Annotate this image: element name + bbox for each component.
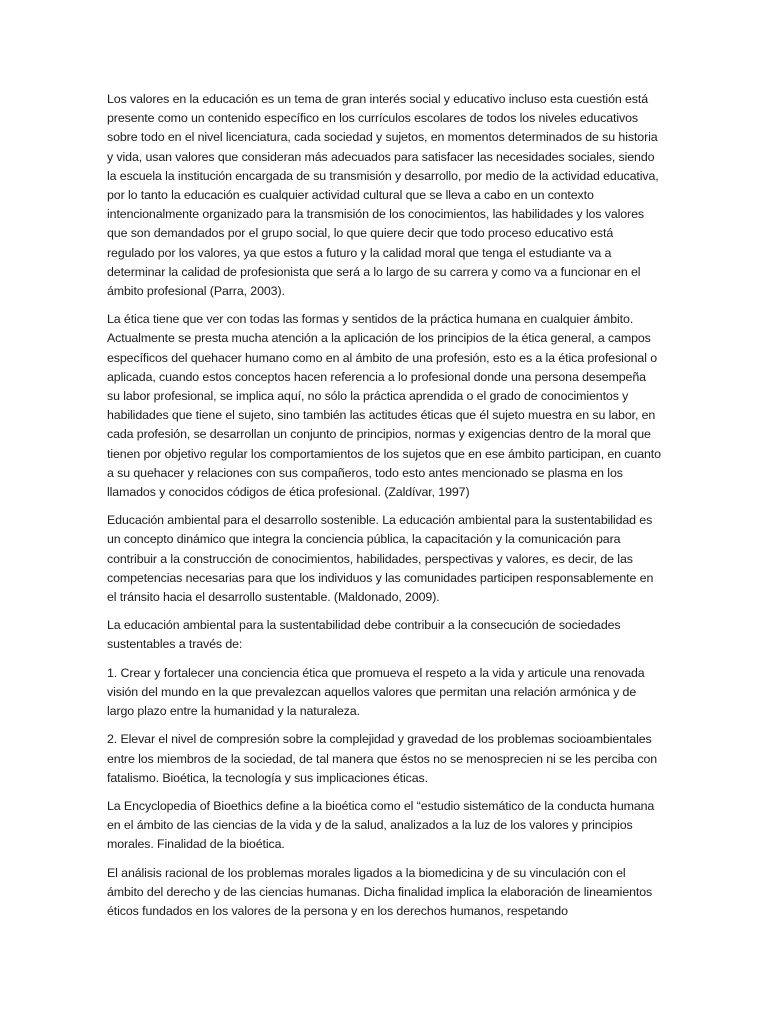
paragraph-environmental-education: Educación ambiental para el desarrollo sostenible. La educación ambiental para la sustentabilidad es un concepto dinámico que integra la conciencia pública, la capacitación y la comunicación para contribuir a la construcción de conocimientos, habilidades, perspectivas y valores, es decir, de las competencias necesarias para que los individuos y las comunidades participen responsablemente en el tránsito hacia el desarrollo sustentable. (Maldonado, 2009).	[107, 513, 654, 605]
list-item-1: 1. Crear y fortalecer una conciencia ética que promueva el respeto a la vida y articule una renovada visión del mundo en la que prevalezcan aquellos valores que permitan una relación armónica y de largo plazo entre la humanidad y la naturaleza.	[107, 665, 645, 719]
list-item-2: 2. Elevar el nivel de compresión sobre la complejidad y gravedad de los problemas socioambientales entre los miembros de la sociedad, de tal manera que éstos no se menosprecien ni se les perciba con fatalismo. Bioética, la tecnología y sus implicaciones éticas.	[107, 732, 658, 785]
paragraph-sustainability-intro: La educación ambiental para la sustentabilidad debe contribuir a la consecución de sociedades sustentables a través de:	[107, 618, 621, 652]
paragraph-values-education: Los valores en la educación es un tema de gran interés social y educativo incluso esta cuestión está presente como un contenido específico en los currículos escolares de todos los niveles educativos sobre todo en el nivel licenciatura, cada sociedad y sujetos, en momentos determinados de su historia y vida, usan valores que consideran más adecuados para satisfacer las necesidades sociales, siendo la escuela la institución encargada de su transmisión y desarrollo, por medio de la actividad educativa, por lo tanto la educación es cualquier actividad cultural que se lleva a cabo en un contexto intencionalmente organizado para la transmisión de los conocimientos, las habilidades y los valores que son demandados por el grupo social, lo que quiere decir que todo proceso educativo está regulado por los valores, ya que estos a futuro y la calidad moral que tenga el estudiante va a determinar la calidad de profesionista que será a lo largo de su carrera y como va a funcionar en el ámbito profesional (Parra, 2003).	[107, 92, 659, 299]
document-body	[107, 90, 661, 930]
paragraph-bioethics-definition: La Encyclopedia of Bioethics define a la bioética como el “estudio sistemático de la conducta humana en el ámbito de las ciencias de la vida y de la salud, analizados a la luz de los valores y principios morales. Finalidad de la bioética.	[107, 798, 655, 852]
paragraph-professional-ethics: La ética tiene que ver con todas las formas y sentidos de la práctica humana en cualquier ámbito. Actualmente se presta mucha atención a la aplicación de los principios de la ética general, a campos específicos del quehacer humano como en al ámbito de una profesión, esto es a la ética profesional o aplicada, cuando estos conceptos hacen referencia a lo profesional donde una persona desempeña su labor profesional, se implica aquí, no sólo la práctica aprendida o el grado de conocimientos y habilidades que tiene el sujeto, sino también las actitudes éticas que él sujeto muestra en su labor, en cada profesión, se desarrollan un conjunto de principios, normas y exigencias dentro de la moral que tienen por objetivo regular los comportamientos de los sujetos que en ese ámbito participan, en cuanto a su quehacer y relaciones con sus compañeros, todo esto antes mencionado se plasma en los llamados y conocidos códigos de ética profesional. (Zaldívar, 1997)	[107, 312, 661, 500]
paragraph-bioethics-purpose: El análisis racional de los problemas morales ligados a la biomedicina y de su vinculación con el ámbito del derecho y de las ciencias humanas. Dicha finalidad implica la elaboración de lineamientos éticos fundados en los valores de la persona y en los derechos humanos, respetando	[107, 865, 653, 918]
